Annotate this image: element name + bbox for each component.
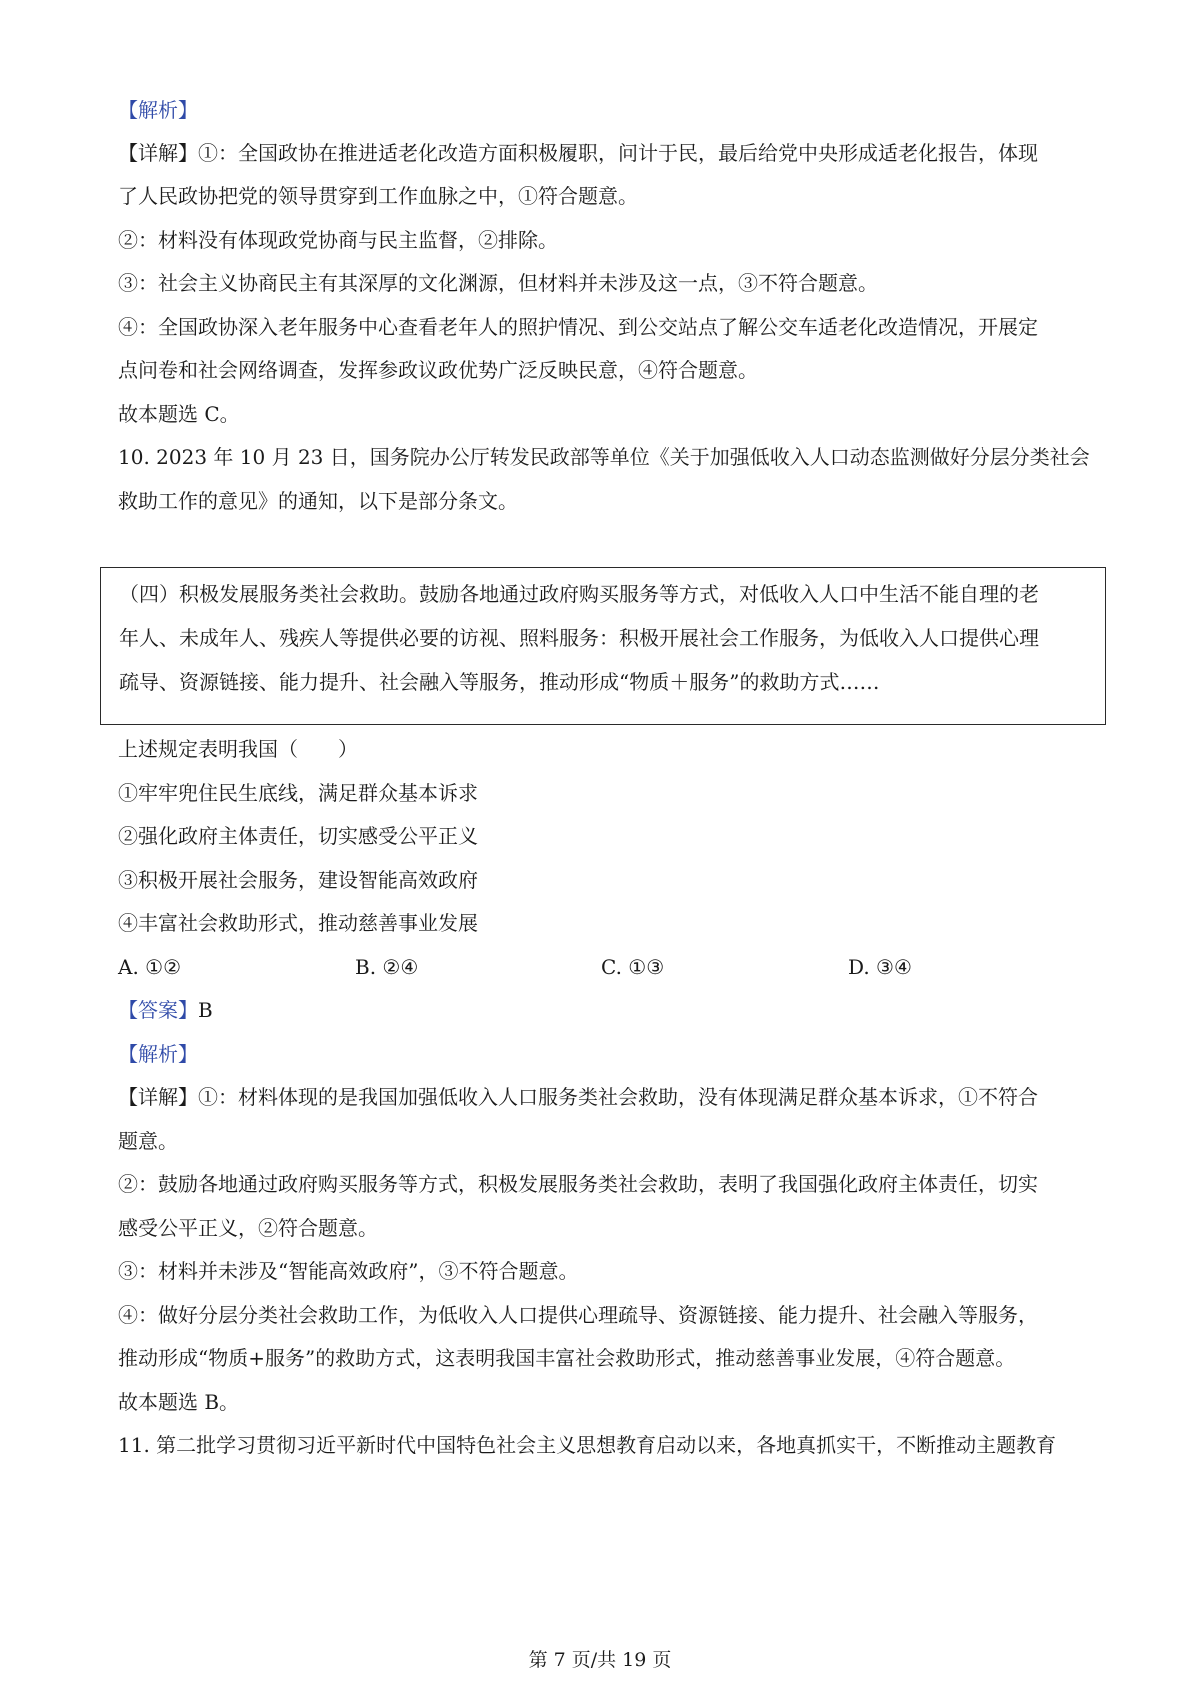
- analysis-item: 推动形成“物质+服务”的救助方式，这表明我国丰富社会救助形式，推动慈善事业发展，④符合题意。: [118, 1346, 1016, 1370]
- material-text: 年人、未成年人、残疾人等提供必要的访视、照料服务：积极开展社会工作服务，为低收入人口提供心理: [119, 626, 1039, 650]
- question-prompt: 上述规定表明我国（ ）: [118, 737, 358, 761]
- answer-value: B: [198, 998, 213, 1022]
- analysis-item: ④：做好分层分类社会救助工作，为低收入人口提供心理疏导、资源链接、能力提升、社会融入等服务，: [118, 1303, 1038, 1327]
- answer-line: [118, 996, 1098, 1024]
- conclusion: 故本题选 B。: [118, 1390, 240, 1414]
- question-stem: 11. 第二批学习贯彻习近平新时代中国特色社会主义思想教育启动以来，各地真抓实干，不断推动主题教育: [118, 1433, 1057, 1457]
- analysis-label: 【解析】: [118, 98, 198, 122]
- answer-label: 【答案】: [118, 998, 198, 1022]
- material-text: （四）积极发展服务类社会救助。鼓励各地通过政府购买服务等方式，对低收入人口中生活不能自理的老: [119, 582, 1039, 606]
- option-d: D. ③④: [848, 955, 912, 979]
- question-stem: 救助工作的意见》的通知，以下是部分条文。: [118, 489, 518, 513]
- statement-item: ①牢牢兜住民生底线，满足群众基本诉求: [118, 781, 478, 805]
- question-stem: 10. 2023 年 10 月 23 日，国务院办公厅转发民政部等单位《关于加强低收入人口动态监测做好分层分类社会: [118, 445, 1090, 469]
- option-a: A. ①②: [118, 955, 182, 979]
- quoted-material-box: [100, 567, 1106, 725]
- analysis-item: ③：材料并未涉及“智能高效政府”，③不符合题意。: [118, 1259, 579, 1283]
- analysis-item: ③：社会主义协商民主有其深厚的文化渊源，但材料并未涉及这一点，③不符合题意。: [118, 271, 878, 295]
- material-text: 疏导、资源链接、能力提升、社会融入等服务，推动形成“物质＋服务”的救助方式……: [119, 670, 880, 694]
- analysis-item: 感受公平正义，②符合题意。: [118, 1216, 378, 1240]
- option-b: B. ②④: [355, 955, 419, 979]
- analysis-item: 点问卷和社会网络调查，发挥参政议政优势广泛反映民意，④符合题意。: [118, 358, 758, 382]
- detail-text: 【详解】①：全国政协在推进适老化改造方面积极履职，问计于民，最后给党中央形成适老化报告，体现: [118, 141, 1038, 165]
- analysis-item: ④：全国政协深入老年服务中心查看老年人的照护情况、到公交站点了解公交车适老化改造情况，开展定: [118, 315, 1038, 339]
- analysis-item: ②：材料没有体现政党协商与民主监督，②排除。: [118, 228, 558, 252]
- page-footer: 第 7 页/共 19 页: [528, 1649, 672, 1671]
- conclusion: 故本题选 C。: [118, 402, 240, 426]
- analysis-label: 【解析】: [118, 1042, 198, 1066]
- statement-item: ④丰富社会救助形式，推动慈善事业发展: [118, 911, 478, 935]
- statement-item: ③积极开展社会服务，建设智能高效政府: [118, 868, 478, 892]
- detail-text: 题意。: [118, 1129, 178, 1153]
- statement-item: ②强化政府主体责任，切实感受公平正义: [118, 824, 478, 848]
- option-c: C. ①③: [601, 955, 665, 979]
- detail-text: 了人民政协把党的领导贯穿到工作血脉之中，①符合题意。: [118, 184, 638, 208]
- detail-text: 【详解】①：材料体现的是我国加强低收入人口服务类社会救助，没有体现满足群众基本诉求，①不符合: [118, 1085, 1038, 1109]
- analysis-item: ②：鼓励各地通过政府购买服务等方式，积极发展服务类社会救助，表明了我国强化政府主体责任，切实: [118, 1172, 1038, 1196]
